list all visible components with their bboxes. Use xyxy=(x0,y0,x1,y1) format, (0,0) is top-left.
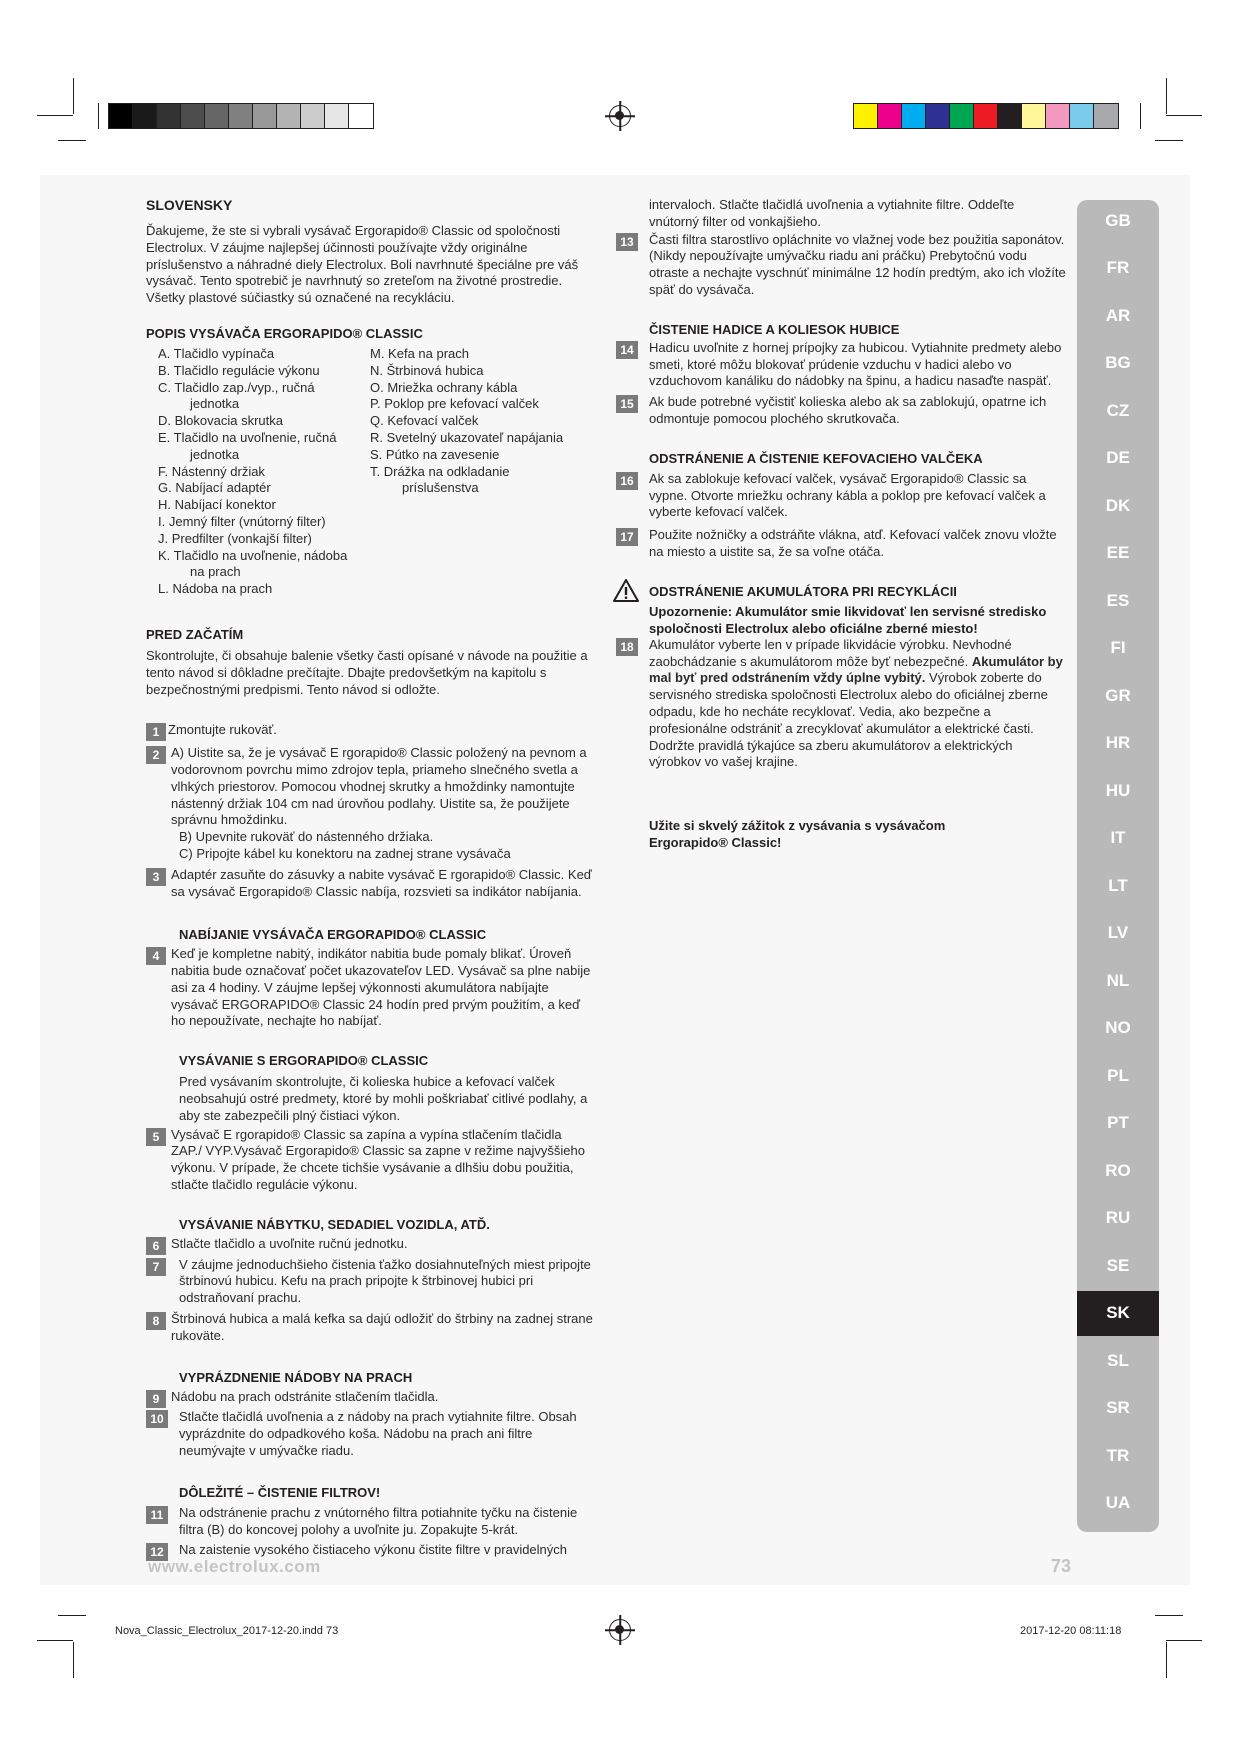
step-text: Časti filtra starostlivo opláchnite vo vlažnej vode bez použitia saponátov. (Nikdy nepoužívajte umývačku riadu ani práčku) Prebytočnú vodu otraste a nechajte vyschnúť minimálne 12 hodín predtým, ako ich vložíte späť do vysávača. xyxy=(649,231,1066,297)
vacuum-title: VYSÁVANIE S ERGORAPIDO® CLASSIC xyxy=(179,1053,429,1069)
vacuum-text: Pred vysávaním skontrolujte, či kolieska hubice a kefovací valček neobsahujú ostré predmety, ktoré by mohli poškriabať citlivé podlahy, a aby ste zabezpečili plný čistiaci výkon. xyxy=(179,1074,588,1123)
part-item xyxy=(158,480,370,497)
page-number: 73 xyxy=(1051,1556,1072,1576)
step-number: 6 xyxy=(146,1237,166,1255)
part-label: A. Tlačidlo vypínača xyxy=(158,345,275,361)
step-text-b: B) Upevnite rukoväť do nástenného držiaka. xyxy=(179,829,434,845)
step-7 xyxy=(146,1257,594,1307)
step-text: Stlačte tlačidlá uvoľnenia a z nádoby na prach vytiahnite filtre. Obsah vyprázdnite do odpadkového koša. Nádobu na prach ani filtre neumývajte v umývačke riadu. xyxy=(179,1409,577,1459)
parts-column-2 xyxy=(370,346,590,598)
step-text: Vysávač E rgorapido® Classic sa zapína a vypína stlačením tlačidla ZAP./ VYP.Vysávač Ergorapido® Classic sa zapne v režime najvyššieho výkonu. V prípade, že chcete tichšie vysávanie a dlhšiu dobu použitia, stlačte tlačidlo regulácie výkonu. xyxy=(171,1126,585,1193)
part-label: O. Mriežka ochrany kábla xyxy=(370,379,518,395)
part-label-continued: na prach xyxy=(190,564,241,580)
part-item xyxy=(370,346,590,363)
color-swatch xyxy=(181,104,205,128)
step-number: 13 xyxy=(616,233,638,251)
step-18-text-b: Výrobok zoberte do servisného strediska spoločnosti Electrolux alebo do oficiálnej zberne odpadu, kde ho necháte recyklovať. Vedia, ako bezpečne a profesionálne odstrániť a zrecyklovať akumulátor a elektrické časti. Dodržte pravidlá týkajúce sa zberu akumulátorov a elektrických výrobkov vo vašej krajine. xyxy=(649,670,1048,770)
tab-gb[interactable]: GB xyxy=(1105,210,1131,230)
tab-ee[interactable]: EE xyxy=(1106,543,1130,562)
step-text: V záujme jednoduchšieho čistenia ťažko dosiahnuteľných miest pripojte štrbinovú hubicu. Kefu na prach pripojte k štrbinovej hubici pri odstraňovaní prachu. xyxy=(179,1256,591,1306)
tab-no[interactable]: NO xyxy=(1105,1018,1131,1037)
tab-it[interactable]: IT xyxy=(1110,828,1126,847)
step-text: Na zaistenie vysokého čistiaceho výkonu čistite filtre v pravidelných xyxy=(179,1542,568,1558)
tab-sr[interactable]: SR xyxy=(1106,1398,1130,1417)
step-8 xyxy=(146,1311,594,1345)
step-text: Keď je kompletne nabitý, indikátor nabitia bude pomaly blikať. Úroveň nabitia bude označovať počet ukazovateľov LED. Vysávač sa plne nabije asi za 4 hodiny. V záujme lepšej výkonnosti akumulátora nabíjajte vysávač ERGORAPIDO® Classic 24 hodín pred prvým použitím, a keď ho nepoužívate, nechajte ho nabíjať. xyxy=(171,946,591,1029)
color-swatch xyxy=(974,104,998,128)
step-text: A) Uistite sa, že je vysávač E rgorapido® Classic položený na pevnom a vodorovnom povrchu mimo zdrojov tepla, priameho slnečného svetla a vlhkých priestorov. Pomocou vhodnej skrutky a hmoždinky namontujte nástenný držiak 104 cm nad úrovňou podlahy. Uistite sa, že použijete správnu hmoždinku. xyxy=(171,745,587,828)
step-3 xyxy=(146,867,594,901)
step-number: 14 xyxy=(616,341,638,359)
step-18-text-bold: Akumulátor by mal byť pred odstránením vždy úplne vybitý. xyxy=(649,653,1063,686)
hose-title: ČISTENIE HADICE A KOLIESOK HUBICE xyxy=(649,321,900,337)
step-text: Na odstránenie prachu z vnútorného filtra potiahnite tyčku na čistenie filtra (B) do koncovej polohy a uvoľnite ju. Zopakujte 5-krát. xyxy=(179,1504,578,1537)
step-number: 10 xyxy=(146,1410,168,1428)
tab-gr[interactable]: GR xyxy=(1105,685,1131,705)
tab-de[interactable]: DE xyxy=(1106,448,1130,467)
part-label: N. Štrbinová hubica xyxy=(370,362,484,378)
step-12-continued: intervaloch. Stlačte tlačidlá uvoľnenia a vytiahnite filtre. Oddeľte vnútorný filter od vonkajšieho. xyxy=(649,197,1015,229)
part-label: R. Svetelný ukazovateľ napájania xyxy=(370,429,564,445)
part-label: T. Drážka na odkladanie xyxy=(370,463,510,479)
charging-title: NABÍJANIE VYSÁVAČA ERGORAPIDO® CLASSIC xyxy=(179,927,487,943)
color-bar xyxy=(853,103,1119,129)
step-text: Ak bude potrebné vyčistiť kolieska alebo ak sa zablokujú, opatrne ich odmontuje pomocou plochého skrutkovača. xyxy=(649,394,1047,426)
part-item xyxy=(158,346,370,363)
step-15 xyxy=(616,394,1066,428)
step-14 xyxy=(616,340,1066,390)
warning-icon xyxy=(612,578,640,603)
step-text: Použite nožničky a odstráňte vlákna, atď. Kefovací valček znovu vložte na miesto a uistite sa, že sa voľne otáča. xyxy=(649,527,1057,559)
part-item xyxy=(370,430,590,447)
part-item xyxy=(370,447,590,464)
part-item xyxy=(158,380,370,414)
step-number: 8 xyxy=(146,1312,166,1330)
color-swatch xyxy=(1094,104,1118,128)
battery-section xyxy=(616,583,1066,637)
intro-text: Ďakujeme, že ste si vybrali vysávač Ergorapido® Classic od spoločnosti Electrolux. V záujme najlepšej účinnosti používajte vždy originálne príslušenstvo a náhradné diely Electrolux. Boli navrhnuté špeciálne pre váš vysávač. Tento spotrebič je navrhnutý so zreteľom na životné prostredie. Všetky plastové súčiastky sú označené na recykláciu. xyxy=(146,223,579,306)
step-number: 1 xyxy=(146,723,166,741)
step-13 xyxy=(616,232,1066,299)
battery-title: ODSTRÁNENIE AKUMULÁTORA PRI RECYKLÁCII xyxy=(649,583,957,599)
parts-list xyxy=(146,346,594,598)
before-text: Skontrolujte, či obsahuje balenie všetky časti opísané v návode na použitie a tento návod si dôkladne prečítajte. Dbajte predovšetkým na kapitolu s bezpečnostnými predpismi. Tento návod si odložte. xyxy=(146,647,588,697)
part-label: H. Nabíjací konektor xyxy=(158,497,276,513)
gray-bar xyxy=(108,103,374,129)
slug-datetime: 2017-12-20 08:11:18 xyxy=(1020,1625,1122,1637)
part-label: M. Kefa na prach xyxy=(370,345,469,361)
tab-ar[interactable]: AR xyxy=(1105,305,1131,325)
step-number: 5 xyxy=(146,1128,166,1146)
part-item xyxy=(158,497,370,514)
part-label: J. Predfilter (vonkajší filter) xyxy=(158,530,312,546)
tab-fr[interactable]: FR xyxy=(1106,258,1130,277)
part-item xyxy=(370,380,590,397)
registration-mark-bottom xyxy=(609,1619,631,1641)
part-item xyxy=(158,531,370,548)
color-swatch xyxy=(205,104,229,128)
tab-lv[interactable]: LV xyxy=(1107,923,1129,942)
part-label: I. Jemný filter (vnútorný filter) xyxy=(158,513,326,529)
tab-bg[interactable]: BG xyxy=(1105,353,1131,372)
tab-fi[interactable]: FI xyxy=(1110,638,1126,657)
step-6 xyxy=(146,1236,594,1253)
part-item xyxy=(370,363,590,380)
part-label-continued: príslušenstva xyxy=(402,480,479,496)
color-swatch xyxy=(1022,104,1046,128)
step-9 xyxy=(146,1389,594,1406)
tab-es[interactable]: ES xyxy=(1106,590,1130,610)
tab-ro[interactable]: RO xyxy=(1105,1160,1131,1180)
step-number: 11 xyxy=(146,1506,168,1524)
tab-cz[interactable]: CZ xyxy=(1106,400,1130,420)
step-10 xyxy=(146,1409,594,1459)
step-18-text-a: Akumulátor vyberte len v prípade likvidácie výrobku. Nevhodné zaobchádzanie s akumulátorom môže byť nebezpečné. xyxy=(649,636,1012,669)
tab-ru[interactable]: RU xyxy=(1105,1208,1131,1227)
step-number: 16 xyxy=(616,472,638,490)
part-item xyxy=(158,548,370,582)
closing-text: Užite si skvelý zážitok z vysávania s vysávačom Ergorapido® Classic! xyxy=(649,818,946,851)
tab-dk[interactable]: DK xyxy=(1105,495,1131,515)
step-text: Štrbinová hubica a malá kefka sa dajú odložiť do štrbiny na zadnej strane rukoväte. xyxy=(171,1311,593,1343)
before-title: PRED ZAČATÍM xyxy=(146,626,244,642)
slug-filename: Nova_Classic_Electrolux_2017-12-20.indd 73 xyxy=(115,1625,339,1637)
tab-pt[interactable]: PT xyxy=(1107,1113,1129,1132)
part-item xyxy=(370,413,590,430)
color-swatch xyxy=(998,104,1022,128)
part-label: F. Nástenný držiak xyxy=(158,463,265,479)
step-text: Zmontujte rukoväť. xyxy=(168,722,277,738)
step-1 xyxy=(146,722,594,739)
step-2 xyxy=(146,745,594,863)
tab-pl[interactable]: PL xyxy=(1107,1065,1129,1085)
step-text: Adaptér zasuňte do zásuvky a nabite vysávač E rgorapido® Classic. Keď sa vysávač Ergorapido® Classic nabíja, rozsvieti sa indikátor nabíjania. xyxy=(171,866,592,899)
step-text xyxy=(649,637,1066,771)
part-label: E. Tlačidlo na uvoľnenie, ručná xyxy=(158,429,337,445)
step-11 xyxy=(146,1505,594,1539)
part-label: S. Pútko na zavesenie xyxy=(370,446,500,462)
step-number: 4 xyxy=(146,947,166,965)
step-text: Ak sa zablokuje kefovací valček, vysávač Ergorapido® Classic sa vypne. Otvorte mriežku ochrany kábla a poklop pre kefovací valček a vyberte kefovací valček. xyxy=(649,470,1046,520)
furniture-title: VYSÁVANIE NÁBYTKU, SEDADIEL VOZIDLA, ATĎ. xyxy=(179,1216,490,1232)
step-18 xyxy=(616,637,1066,771)
step-5 xyxy=(146,1127,594,1194)
parts-column-1 xyxy=(158,346,370,598)
tab-hr[interactable]: HR xyxy=(1105,733,1131,752)
registration-mark-top xyxy=(609,105,631,127)
part-item xyxy=(158,363,370,380)
part-item xyxy=(158,413,370,430)
part-item xyxy=(370,396,590,413)
step-17 xyxy=(616,527,1066,561)
color-swatch xyxy=(253,104,277,128)
tab-nl[interactable]: NL xyxy=(1106,970,1130,990)
roller-title: ODSTRÁNENIE A ČISTENIE KEFOVACIEHO VALČEKA xyxy=(649,450,983,466)
language-title: SLOVENSKY xyxy=(146,197,233,213)
part-label-continued: jednotka xyxy=(190,446,240,462)
part-label: P. Poklop pre kefovací valček xyxy=(370,396,539,412)
part-label: B. Tlačidlo regulácie výkonu xyxy=(158,362,320,378)
footer-url: www.electrolux.com xyxy=(148,1557,321,1576)
step-number: 18 xyxy=(616,638,638,656)
color-swatch xyxy=(325,104,349,128)
part-item xyxy=(158,464,370,481)
step-number: 3 xyxy=(146,868,166,886)
color-swatch xyxy=(854,104,878,128)
step-number: 17 xyxy=(616,528,638,546)
step-number: 7 xyxy=(146,1258,166,1276)
step-number: 2 xyxy=(146,746,166,764)
battery-warning: Upozornenie: Akumulátor smie likvidovať len servisné stredisko spoločnosti Electrolux alebo oficiálne zberné miesto! xyxy=(649,603,1047,636)
step-4 xyxy=(146,946,594,1030)
tab-lt[interactable]: LT xyxy=(1108,875,1128,895)
part-label: D. Blokovacia skrutka xyxy=(158,413,283,429)
part-item xyxy=(158,514,370,531)
color-swatch xyxy=(157,104,181,128)
step-text: Hadicu uvoľnite z hornej prípojky za hubicou. Vytiahnite predmety alebo smeti, ktoré môžu blokovať prúdenie vzduchu v hadici alebo vo vzduchovom kanáliku do nádobky na špinu, a hadicu nasaďte naspäť. xyxy=(649,339,1062,389)
color-swatch xyxy=(133,104,157,128)
tab-sk[interactable]: SK xyxy=(1077,1291,1159,1336)
tab-ua[interactable]: UA xyxy=(1105,1493,1131,1512)
color-swatch xyxy=(1046,104,1070,128)
tab-se[interactable]: SE xyxy=(1106,1255,1130,1275)
step-number: 15 xyxy=(616,395,638,413)
step-16 xyxy=(616,471,1066,521)
color-swatch xyxy=(926,104,950,128)
color-swatch xyxy=(902,104,926,128)
part-label: Q. Kefovací valček xyxy=(370,413,479,429)
step-text: Stlačte tlačidlo a uvoľnite ručnú jednotku. xyxy=(171,1235,408,1251)
color-swatch xyxy=(1070,104,1094,128)
tab-tr[interactable]: TR xyxy=(1106,1445,1130,1465)
step-number: 9 xyxy=(146,1390,166,1408)
part-item xyxy=(158,581,370,598)
parts-title: POPIS VYSÁVAČA ERGORAPIDO® CLASSIC xyxy=(146,325,423,341)
tab-sl[interactable]: SL xyxy=(1107,1350,1129,1370)
empty-title: VYPRÁZDNENIE NÁDOBY NA PRACH xyxy=(179,1369,413,1385)
part-label-continued: jednotka xyxy=(190,396,240,412)
part-item xyxy=(158,430,370,464)
filters-title: DÔLEŽITÉ – ČISTENIE FILTROV! xyxy=(179,1484,381,1500)
part-label: C. Tlačidlo zap./vyp., ručná xyxy=(158,379,315,395)
color-swatch xyxy=(878,104,902,128)
part-label: G. Nabíjací adaptér xyxy=(158,480,271,496)
part-item xyxy=(370,464,590,498)
right-column xyxy=(616,197,1066,851)
color-swatch xyxy=(950,104,974,128)
color-swatch xyxy=(349,104,373,128)
language-tabs xyxy=(1077,200,1159,1532)
color-swatch xyxy=(109,104,133,128)
step-text-c: C) Pripojte kábel ku konektoru na zadnej strane vysávača xyxy=(179,845,511,861)
part-label: K. Tlačidlo na uvoľnenie, nádoba xyxy=(158,547,348,563)
tab-hu[interactable]: HU xyxy=(1105,780,1131,800)
color-swatch xyxy=(229,104,253,128)
color-swatch xyxy=(277,104,301,128)
part-label: L. Nádoba na prach xyxy=(158,581,273,597)
step-text: Nádobu na prach odstránite stlačením tlačidla. xyxy=(171,1388,439,1404)
color-swatch xyxy=(301,104,325,128)
left-column xyxy=(146,197,594,1559)
step-number: 12 xyxy=(146,1543,168,1561)
